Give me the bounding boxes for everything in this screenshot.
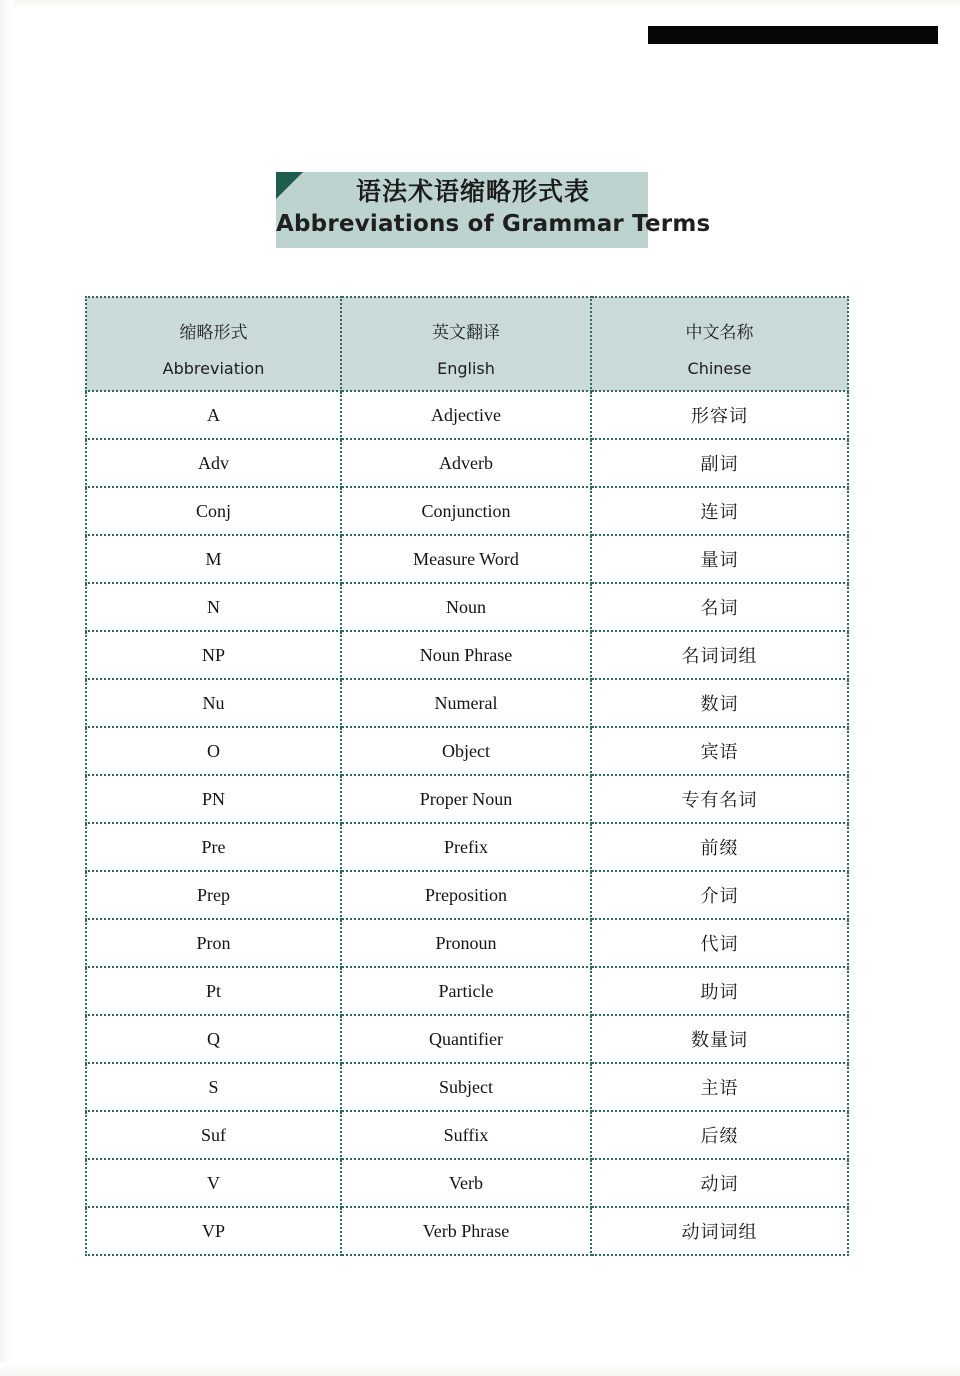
cell-english: Prefix bbox=[341, 823, 591, 871]
cell-abbreviation: V bbox=[86, 1159, 341, 1207]
table-row bbox=[86, 679, 848, 727]
table-row bbox=[86, 391, 848, 439]
cell-chinese: 宾语 bbox=[591, 727, 848, 775]
table-row bbox=[86, 919, 848, 967]
cell-chinese: 前缀 bbox=[591, 823, 848, 871]
title-banner bbox=[276, 172, 711, 248]
cell-english: Proper Noun bbox=[341, 775, 591, 823]
cell-english: Pronoun bbox=[341, 919, 591, 967]
table-header-row bbox=[86, 297, 848, 391]
cell-chinese: 连词 bbox=[591, 487, 848, 535]
table-row bbox=[86, 1111, 848, 1159]
cell-abbreviation: NP bbox=[86, 631, 341, 679]
cell-english: Verb Phrase bbox=[341, 1207, 591, 1255]
cell-abbreviation: M bbox=[86, 535, 341, 583]
cell-chinese: 量词 bbox=[591, 535, 848, 583]
table-row bbox=[86, 1159, 848, 1207]
cell-chinese: 数词 bbox=[591, 679, 848, 727]
column-header-english-cn: 英文翻译 bbox=[432, 323, 500, 343]
cell-english: Noun bbox=[341, 583, 591, 631]
cell-chinese: 形容词 bbox=[591, 391, 848, 439]
table-row bbox=[86, 1063, 848, 1111]
cell-english: Suffix bbox=[341, 1111, 591, 1159]
cell-abbreviation: Q bbox=[86, 1015, 341, 1063]
cell-chinese: 名词 bbox=[591, 583, 848, 631]
table-row bbox=[86, 1015, 848, 1063]
cell-chinese: 副词 bbox=[591, 439, 848, 487]
cell-english: Adverb bbox=[341, 439, 591, 487]
cell-abbreviation: A bbox=[86, 391, 341, 439]
cell-chinese: 代词 bbox=[591, 919, 848, 967]
page-edge-bottom bbox=[0, 1362, 960, 1376]
column-header-abbreviation-en: Abbreviation bbox=[162, 359, 265, 378]
column-header-chinese bbox=[591, 297, 848, 391]
cell-chinese: 数量词 bbox=[591, 1015, 848, 1063]
table-row bbox=[86, 871, 848, 919]
cell-abbreviation: S bbox=[86, 1063, 341, 1111]
table-row bbox=[86, 775, 848, 823]
table-row bbox=[86, 535, 848, 583]
cell-abbreviation: Pre bbox=[86, 823, 341, 871]
cell-abbreviation: PN bbox=[86, 775, 341, 823]
cell-abbreviation: Adv bbox=[86, 439, 341, 487]
cell-english: Preposition bbox=[341, 871, 591, 919]
table-row bbox=[86, 967, 848, 1015]
page-edge-left bbox=[0, 0, 14, 1376]
cell-english: Subject bbox=[341, 1063, 591, 1111]
table-body bbox=[86, 391, 848, 1255]
top-marker-bar bbox=[648, 26, 938, 44]
table-row bbox=[86, 823, 848, 871]
cell-abbreviation: Pt bbox=[86, 967, 341, 1015]
cell-english: Noun Phrase bbox=[341, 631, 591, 679]
cell-abbreviation: Prep bbox=[86, 871, 341, 919]
cell-english: Object bbox=[341, 727, 591, 775]
cell-chinese: 专有名词 bbox=[591, 775, 848, 823]
cell-english: Adjective bbox=[341, 391, 591, 439]
table-row bbox=[86, 487, 848, 535]
cell-chinese: 主语 bbox=[591, 1063, 848, 1111]
cell-english: Numeral bbox=[341, 679, 591, 727]
cell-english: Measure Word bbox=[341, 535, 591, 583]
column-header-abbreviation bbox=[86, 297, 341, 391]
table-row bbox=[86, 439, 848, 487]
cell-abbreviation: Conj bbox=[86, 487, 341, 535]
cell-abbreviation: Nu bbox=[86, 679, 341, 727]
cell-abbreviation: N bbox=[86, 583, 341, 631]
column-header-english bbox=[341, 297, 591, 391]
column-header-english-en: English bbox=[437, 359, 495, 378]
cell-english: Conjunction bbox=[341, 487, 591, 535]
banner-corner-triangle-icon bbox=[276, 172, 303, 199]
cell-english: Particle bbox=[341, 967, 591, 1015]
table-row bbox=[86, 1207, 848, 1255]
cell-abbreviation: VP bbox=[86, 1207, 341, 1255]
page-title-english: Abbreviations of Grammar Terms bbox=[276, 211, 711, 237]
column-header-chinese-cn: 中文名称 bbox=[685, 323, 754, 343]
column-header-chinese-en: Chinese bbox=[687, 359, 752, 378]
grammar-abbreviations-table bbox=[85, 296, 849, 1256]
cell-abbreviation: Suf bbox=[86, 1111, 341, 1159]
table-row bbox=[86, 583, 848, 631]
cell-chinese: 动词 bbox=[591, 1159, 848, 1207]
cell-chinese: 动词词组 bbox=[591, 1207, 848, 1255]
table-row bbox=[86, 631, 848, 679]
cell-english: Quantifier bbox=[341, 1015, 591, 1063]
cell-chinese: 后缀 bbox=[591, 1111, 848, 1159]
page-title-chinese: 语法术语缩略形式表 bbox=[355, 177, 590, 206]
cell-chinese: 名词词组 bbox=[591, 631, 848, 679]
cell-abbreviation: O bbox=[86, 727, 341, 775]
cell-chinese: 介词 bbox=[591, 871, 848, 919]
column-header-abbreviation-cn: 缩略形式 bbox=[179, 323, 248, 343]
cell-english: Verb bbox=[341, 1159, 591, 1207]
table-row bbox=[86, 727, 848, 775]
cell-abbreviation: Pron bbox=[86, 919, 341, 967]
page-edge-top bbox=[0, 0, 960, 10]
table-header bbox=[86, 297, 848, 391]
cell-chinese: 助词 bbox=[591, 967, 848, 1015]
